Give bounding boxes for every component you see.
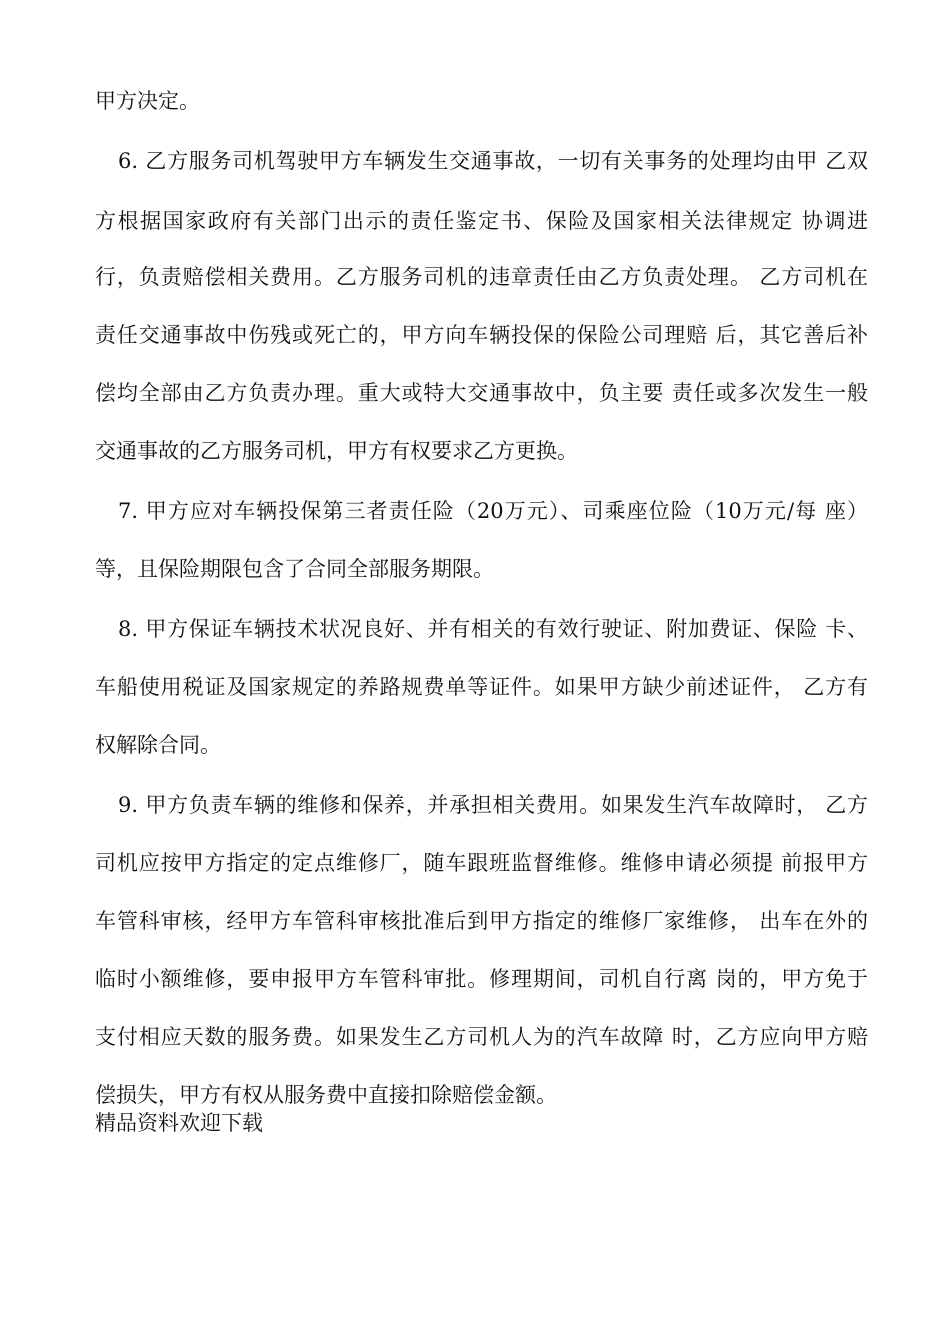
clause-9-line: 支付相应天数的服务费。如果发生乙方司机人为的汽车故障 时，乙方应向甲方赔 [95, 1025, 868, 1049]
clause-7-line: 7. 甲方应对车辆投保第三者责任险（20万元）、司乘座位险（10万元/每 座） [118, 499, 868, 523]
clause-8-line: 权解除合同。 [95, 733, 221, 757]
clause-9-line: 临时小额维修，要申报甲方车管科审批。修理期间，司机自行离 岗的，甲方免于 [95, 967, 868, 991]
clause-6-line: 行，负责赔偿相关费用。乙方服务司机的违章责任由乙方负责处理。 乙方司机在 [95, 265, 868, 289]
clause-9-line: 车管科审核，经甲方车管科审核批准后到甲方指定的维修厂家维修， 出车在外的 [95, 909, 868, 933]
clause-9-line: 偿损失，甲方有权从服务费中直接扣除赔偿金额。 [95, 1083, 557, 1107]
clause-6-line: 方根据国家政府有关部门出示的责任鉴定书、保险及国家相关法律规定 协调进 [95, 209, 868, 233]
clause-6-line: 偿均全部由乙方负责办理。重大或特大交通事故中，负主要 责任或多次发生一般 [95, 381, 868, 405]
clause-6-line: 责任交通事故中伤残或死亡的，甲方向车辆投保的保险公司理赔 后，其它善后补 [95, 323, 868, 347]
clause-8-line: 车船使用税证及国家规定的养路规费单等证件。如果甲方缺少前述证件， 乙方有 [95, 675, 868, 699]
clause-9-line: 9. 甲方负责车辆的维修和保养，并承担相关费用。如果发生汽车故障时， 乙方 [118, 793, 868, 817]
clause-7-line: 等，且保险期限包含了合同全部服务期限。 [95, 557, 494, 581]
clause-6-line: 交通事故的乙方服务司机，甲方有权要求乙方更换。 [95, 439, 578, 463]
text-line: 甲方决定。 [95, 89, 200, 113]
clause-6-line: 6. 乙方服务司机驾驶甲方车辆发生交通事故，一切有关事务的处理均由甲 乙双 [118, 149, 868, 173]
page-footer: 精品资料欢迎下载 [95, 1111, 263, 1135]
clause-8-line: 8. 甲方保证车辆技术状况良好、并有相关的有效行驶证、附加费证、保险 卡、 [118, 617, 868, 641]
clause-9-line: 司机应按甲方指定的定点维修厂，随车跟班监督维修。维修申请必须提 前报甲方 [95, 851, 868, 875]
